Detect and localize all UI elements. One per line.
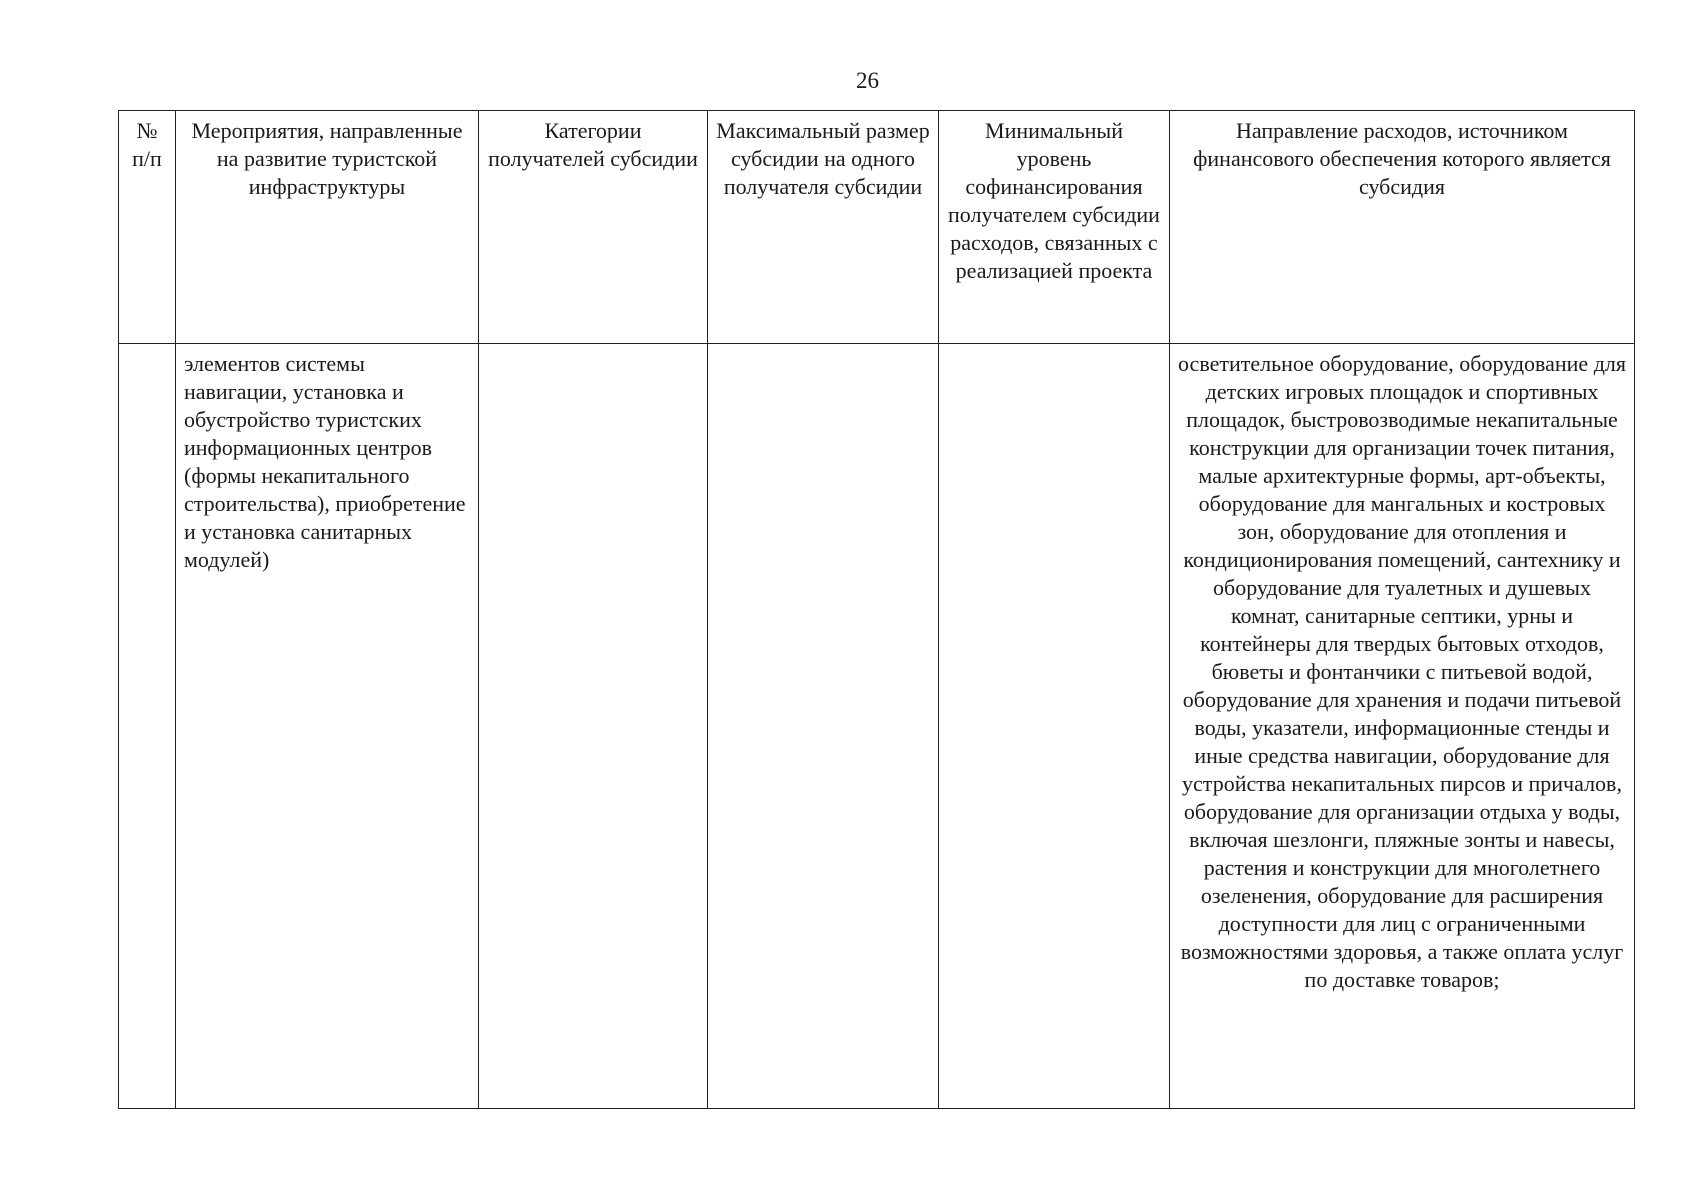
header-events [176, 111, 479, 344]
header-events-label: Мероприятия, направленные на развитие туристской инфраструктуры [191, 118, 463, 199]
table-row [119, 344, 1635, 1109]
header-expense-direction [1170, 111, 1635, 344]
header-min-cofinancing [939, 111, 1170, 344]
cell-expense-direction [1170, 344, 1635, 1109]
header-number [119, 111, 176, 344]
subsidy-table [118, 110, 1635, 1109]
header-number-label: № п/п [132, 118, 162, 171]
page-number: 26 [856, 68, 879, 93]
cell-events-text: элементов системы навигации, установка и обустройство туристских информационных центров (формы некапитального строительства), приобретение и установка санитарных модулей) [184, 351, 466, 572]
table-header-row [119, 111, 1635, 344]
cell-min-cofinancing [939, 344, 1170, 1109]
header-max-subsidy [708, 111, 939, 344]
header-categories-label: Категории получателей субсидии [488, 118, 698, 171]
header-expense-direction-label: Направление расходов, источником финансового обеспечения которого является субсидия [1193, 118, 1611, 199]
cell-number [119, 344, 176, 1109]
header-min-cofinancing-label: Минимальный уровень софинансирования получателем субсидии расходов, связанных с реализацией проекта [948, 118, 1160, 283]
header-categories [479, 111, 708, 344]
cell-max-subsidy [708, 344, 939, 1109]
cell-expense-direction-text: осветительное оборудование, оборудование для детских игровых площадок и спортивных площадок, быстровозводимые некапитальные конструкции для организации точек питания, малые архитектурные формы, арт-объекты, оборудование для мангальных и костровых зон, оборудование для отопления и кондиционирования помещений, сантехнику и оборудование для туалетных и душевых комнат, санитарные септики, урны и контейнеры для твердых бытовых отходов, бюветы и фонтанчики с питьевой водой, оборудование для хранения и подачи питьевой воды, указатели, информационные стенды и иные средства навигации, оборудование для устройства некапитальных пирсов и причалов, оборудование для организации отдыха у воды, включая шезлонги, пляжные зонты и навесы, растения и конструкции для многолетнего озеленения, оборудование для расширения доступности для лиц с ограниченными возможностями здоровья, а также оплата услуг по доставке товаров; [1178, 351, 1626, 992]
cell-categories [479, 344, 708, 1109]
cell-events [176, 344, 479, 1109]
header-max-subsidy-label: Максимальный размер субсидии на одного получателя субсидии [716, 118, 930, 199]
